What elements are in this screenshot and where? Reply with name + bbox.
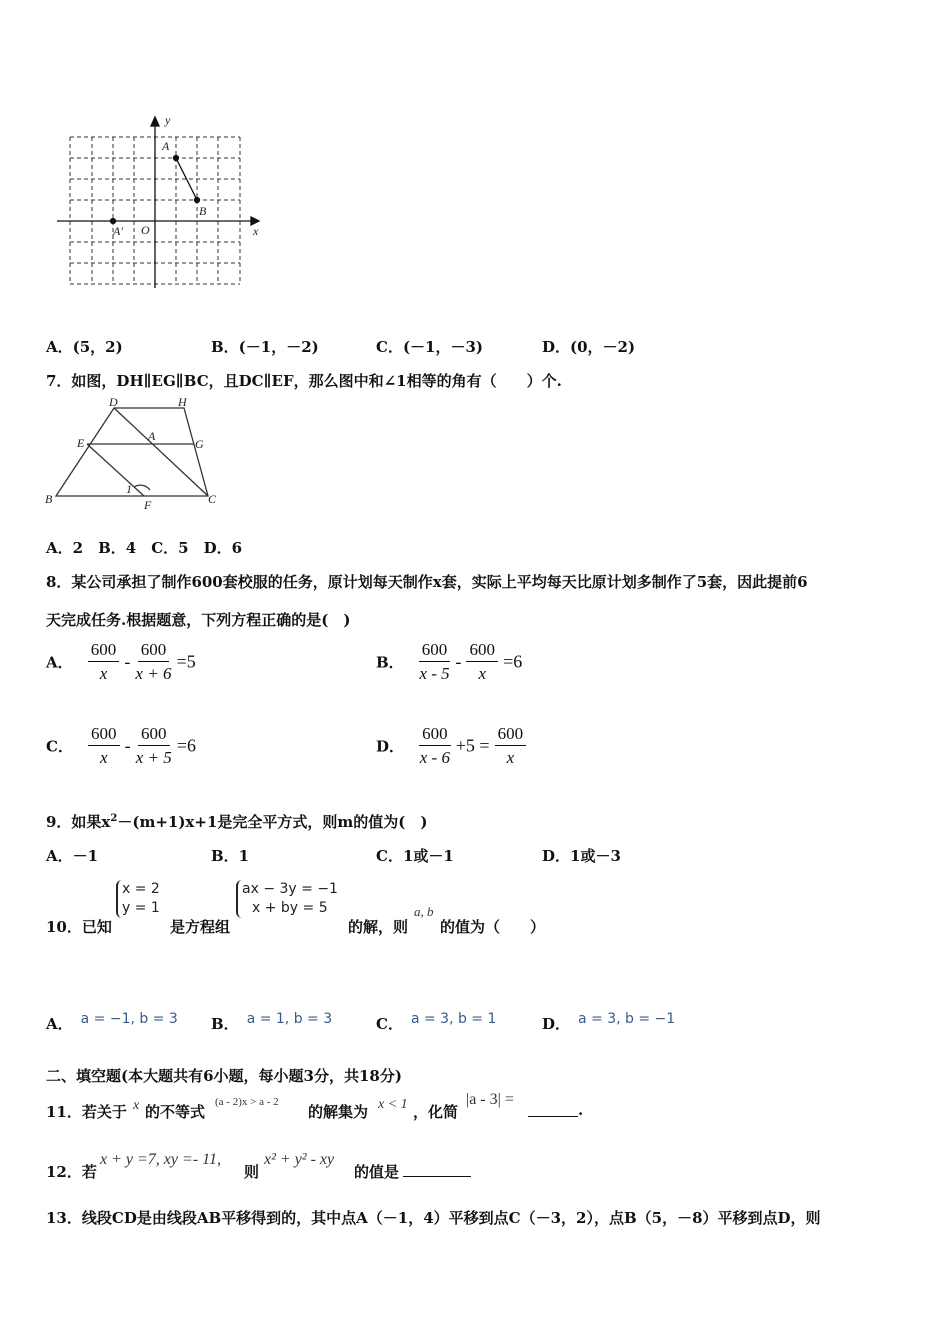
fraction (136, 724, 172, 768)
q12-pre: 12．若 (46, 1163, 97, 1181)
q8-option-a (46, 640, 196, 684)
equation-system (236, 880, 338, 918)
coordinate-graph (55, 112, 270, 292)
q11-answer-blank (528, 1116, 578, 1117)
q11-post: ，化简 (413, 1103, 459, 1121)
numerator: 600 (419, 724, 451, 746)
figure-label-b: B (45, 492, 53, 506)
q10-pre: 10．已知 (46, 918, 112, 936)
q11-inequality: (a - 2)x > a - 2 (215, 1096, 279, 1108)
q11-x: x (133, 1098, 140, 1113)
numerator: 600 (138, 724, 170, 746)
figure-label-e: E (77, 436, 85, 450)
q10-post1: 的解，则 (348, 918, 409, 936)
fraction (88, 724, 120, 768)
section-heading: 二、填空题(本大题共有6小题，每小题3分，共18分) (46, 1067, 402, 1085)
q9-option-c: C．1或－1 (376, 847, 454, 865)
graph-point-a-label: A (162, 139, 170, 153)
q12-post: 的值是 (354, 1163, 400, 1181)
q11-mid2: 的解集为 (308, 1103, 369, 1121)
denominator: x - 5 (419, 664, 450, 683)
solution-system (116, 880, 160, 918)
system-line: x + by = 5 (252, 900, 328, 916)
q9-stem-pre: 9．如果x (46, 813, 111, 831)
q10-option-c-label: C． (376, 1015, 403, 1033)
q10-ab: a, b (414, 904, 434, 919)
denominator: x - 6 (419, 748, 450, 767)
q8-option-c-label: C． (46, 737, 73, 756)
q10-option-c (376, 1007, 497, 1033)
fraction (419, 724, 451, 768)
q9-stem-post: －(m+1)x+1是完全平方式，则m的值为( ) (117, 813, 428, 831)
graph-x-label: x (253, 224, 259, 238)
q8-option-b (376, 640, 522, 684)
q10-option-b-label: B． (211, 1015, 239, 1033)
q6-option-c: C．(－1，－3) (376, 338, 484, 356)
equation-rhs: =5 (176, 651, 196, 672)
fraction (88, 640, 120, 684)
denominator: x (506, 748, 515, 767)
q12-expression: x² + y² - xy (264, 1151, 335, 1168)
q10-option-a-value: a = −1, b = 3 (80, 1011, 178, 1027)
denominator: x + 6 (135, 664, 172, 683)
q11-mid: 的不等式 (145, 1103, 206, 1121)
fraction (135, 640, 171, 684)
graph-point-a-prime-label: A' (113, 224, 123, 238)
q11-end: . (578, 1101, 584, 1119)
q8-option-a-label: A． (46, 653, 73, 672)
graph-y-label: y (165, 113, 171, 127)
numerator: 600 (88, 640, 120, 662)
q8-option-d (376, 724, 526, 768)
q9-option-d: D．1或－3 (542, 847, 621, 865)
q12-answer-blank (403, 1176, 471, 1177)
numerator: 600 (495, 724, 527, 746)
graph-origin-label: O (141, 223, 150, 237)
figure-label-g: G (195, 437, 204, 451)
q6-option-d: D．(0，－2) (542, 338, 636, 356)
q10-option-b-value: a = 1, b = 3 (246, 1011, 333, 1027)
fraction (466, 640, 498, 684)
trapezoid-figure (42, 396, 227, 516)
q11-pre: 11．若关于 (46, 1103, 127, 1121)
denominator: x (478, 664, 486, 683)
q8-stem-line1: 8．某公司承担了制作600套校服的任务，原计划每天制作x套，实际上平均每天比原计划多制作了5套，因此提前6 (46, 573, 808, 591)
q11-abs-expr: |a - 3| = (466, 1091, 514, 1108)
q12-mid: 则 (244, 1163, 260, 1181)
q7-options: A．2 B．4 C．5 D．6 (46, 539, 243, 557)
q8-stem-line2: 天完成任务.根据题意，下列方程正确的是( ) (46, 611, 351, 629)
minus-sign: - (124, 735, 131, 756)
system-line: y = 1 (122, 900, 160, 916)
q7-stem: 7．如图，DH∥EG∥BC，且DC∥EF，那么图中和∠1相等的角有（ ）个. (46, 372, 562, 390)
q10-post2: 的值为（ ） (440, 918, 546, 936)
fraction (419, 640, 451, 684)
numerator: 600 (88, 724, 120, 746)
figure-label-1: 1 (126, 482, 132, 496)
numerator: 600 (419, 640, 451, 662)
denominator: x (100, 748, 108, 767)
q10-option-d (542, 1007, 676, 1033)
q8-option-d-label: D． (376, 737, 405, 756)
numerator: 600 (466, 640, 498, 662)
q10-option-d-value: a = 3, b = −1 (578, 1011, 676, 1027)
figure-label-a: A (148, 429, 156, 443)
system-line: x = 2 (122, 881, 160, 897)
q10-mid: 是方程组 (170, 918, 231, 936)
q11-solution: x < 1 (378, 1097, 408, 1112)
q10-option-c-value: a = 3, b = 1 (410, 1011, 497, 1027)
q10-option-a (46, 1007, 178, 1033)
numerator: 600 (138, 640, 170, 662)
q8-option-b-label: B． (376, 653, 404, 672)
q13-text: 13．线段CD是由线段AB平移得到的，其中点A（－1，4）平移到点C（－3，2），点B（5，－8）平移到点D，则 (46, 1209, 821, 1227)
q10-option-d-label: D． (542, 1015, 571, 1033)
minus-sign: - (124, 651, 131, 672)
q6-option-b: B．(－1，－2) (211, 338, 319, 356)
q10-option-b (211, 1007, 333, 1033)
q9-stem (46, 811, 427, 832)
denominator: x + 5 (135, 748, 172, 767)
figure-label-h: H (178, 396, 187, 409)
q12-condition: x + y =7, xy =- 11, (100, 1151, 221, 1168)
fraction (495, 724, 527, 768)
minus-sign: - (455, 651, 462, 672)
figure-label-f: F (144, 498, 152, 512)
q8-option-c (46, 724, 196, 768)
q9-option-a: A．－1 (46, 847, 99, 865)
denominator: x (99, 664, 108, 683)
q9-option-b: B．1 (211, 847, 250, 865)
plus-five-equals: +5 = (455, 735, 490, 756)
equation-rhs: =6 (176, 735, 197, 756)
q9-exponent: 2 (110, 813, 118, 824)
equation-rhs: =6 (503, 651, 523, 672)
graph-point-b-label: B (199, 204, 207, 218)
system-line: ax − 3y = −1 (242, 881, 338, 897)
figure-label-d: D (109, 396, 118, 409)
figure-label-c: C (208, 492, 217, 506)
q10-option-a-label: A． (46, 1015, 73, 1033)
q6-option-a: A．(5，2) (46, 338, 123, 356)
